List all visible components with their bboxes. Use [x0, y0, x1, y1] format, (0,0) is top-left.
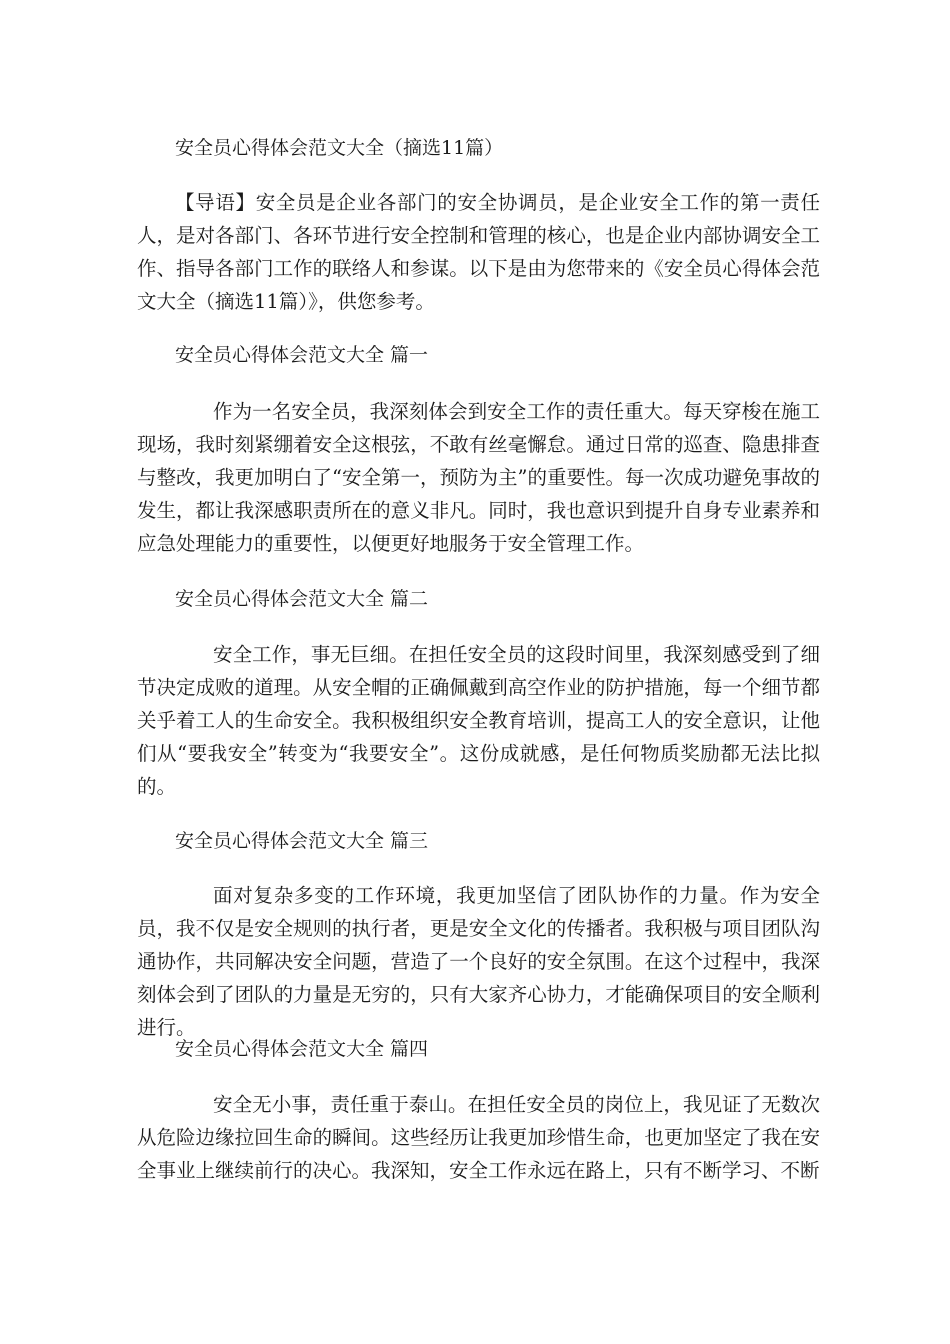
- section-body-1: 作为一名安全员，我深刻体会到安全工作的责任重大。每天穿梭在施工现场，我时刻紧绷着安全这根弦，不敢有丝毫懈怠。通过日常的巡查、隐患排查与整改，我更加明白了“安全第一，预防为主”的重要性。每一次成功避免事故的发生，都让我深感职责所在的意义非凡。同时，我也意识到提升自身专业素养和应急处理能力的重要性，以便更好地服务于安全管理工作。: [137, 400, 820, 555]
- document-title: 安全员心得体会范文大全（摘选11篇）: [175, 137, 504, 159]
- section-body-3: 面对复杂多变的工作环境，我更加坚信了团队协作的力量。作为安全员，我不仅是安全规则的执行者，更是安全文化的传播者。我积极与项目团队沟通协作，共同解决安全问题，营造了一个良好的安全氛围。在这个过程中，我深刻体会到了团队的力量是无穷的，只有大家齐心协力，才能确保项目的安全顺利进行。: [137, 884, 820, 1039]
- section-heading-2: 安全员心得体会范文大全 篇二: [175, 588, 429, 610]
- intro-paragraph: 【导语】安全员是企业各部门的安全协调员，是企业安全工作的第一责任人，是对各部门、各环节进行安全控制和管理的核心，也是企业内部协调安全工作、指导各部门工作的联络人和参谋。以下是由为您带来的《安全员心得体会范文大全（摘选11篇）》，供您参考。: [137, 191, 820, 313]
- section-heading-4: 安全员心得体会范文大全 篇四: [175, 1038, 429, 1060]
- section-body-4: 安全无小事，责任重于泰山。在担任安全员的岗位上，我见证了无数次从危险边缘拉回生命的瞬间。这些经历让我更加珍惜生命，也更加坚定了我在安全事业上继续前行的决心。我深知，安全工作永远在路上，只有不断学习、不断: [137, 1093, 820, 1182]
- section-heading-3: 安全员心得体会范文大全 篇三: [175, 830, 429, 852]
- section-heading-1: 安全员心得体会范文大全 篇一: [175, 344, 429, 366]
- section-body-2: 安全工作，事无巨细。在担任安全员的这段时间里，我深刻感受到了细节决定成败的道理。从安全帽的正确佩戴到高空作业的防护措施，每一个细节都关乎着工人的生命安全。我积极组织安全教育培训，提高工人的安全意识，让他们从“要我安全”转变为“我要安全”。这份成就感，是任何物质奖励都无法比拟的。: [137, 643, 820, 798]
